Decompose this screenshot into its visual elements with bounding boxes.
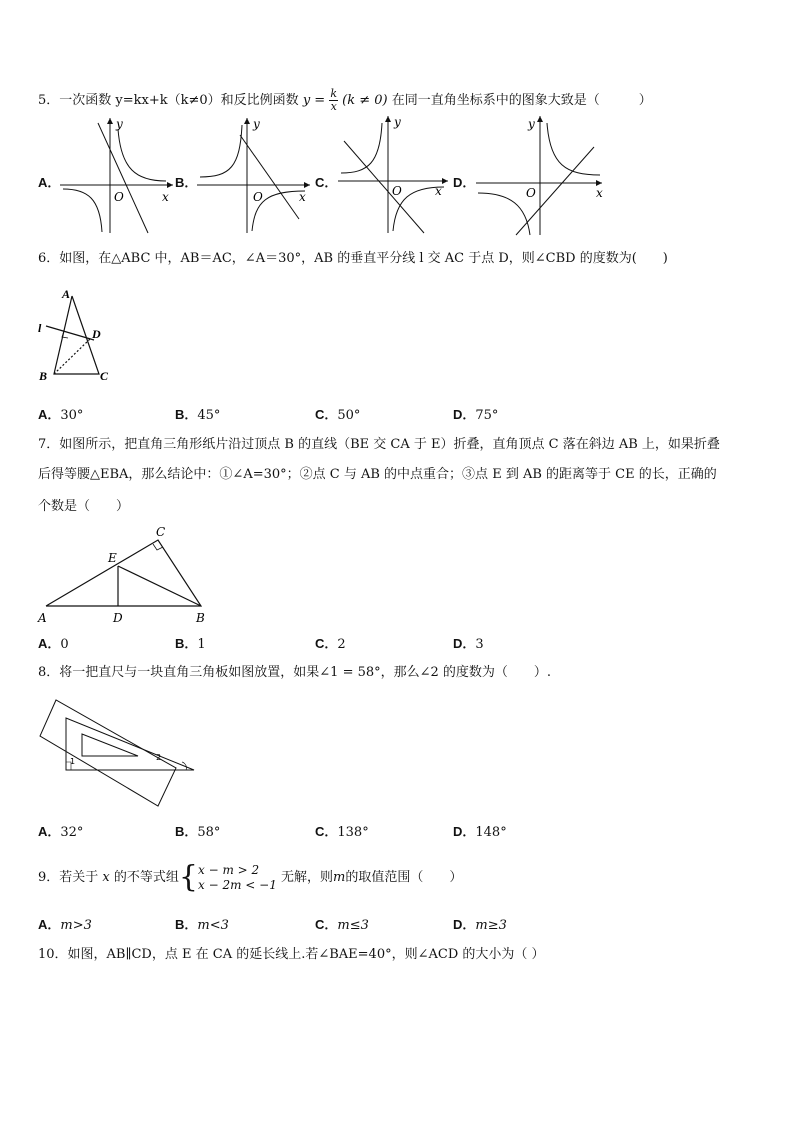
x-label: x [162,190,169,204]
q9-option-d [453,914,507,933]
q5-graph-c [336,113,456,238]
q5-fraction [329,88,338,113]
q7-option-a [38,633,69,652]
option-label: A． [38,824,61,839]
option-value: 3 [475,637,484,652]
q5-option-b-label: B． [175,175,198,190]
q6-figure-triangle [34,286,124,386]
q9-inequality-1: x − m > 2 [198,862,260,877]
angle-2-label: 2 [156,753,162,762]
option-value: m≥3 [475,918,507,933]
q6-option-a [38,404,83,423]
option-label: B． [175,407,198,422]
question-7-line-2: 后得等腰△EBA，那么结论中：①∠A=30°；②点 C 与 AB 的中点重合；③点 E 到 AB 的距离等于 CE 的长，正确的 [38,467,717,482]
q8-option-d [453,821,507,840]
axis-arrows [537,116,602,186]
q5-option-d-label: D． [453,175,476,190]
q9-inequality-system [198,863,277,893]
option-label: D． [453,917,476,932]
q5-eq-y: y [302,93,311,108]
option-value: 148° [475,825,507,840]
hyperbola-branch [200,125,242,177]
linear-function-line [240,135,299,219]
origin-label: O [253,190,263,204]
option-value: m>3 [60,918,92,933]
q5-text-pre: 5．一次函数 y=kx+k（k≠0）和反比例函数 [38,93,299,108]
question-9-stem [38,858,462,898]
option-value: m<3 [197,918,229,933]
q5-option-c-label: C． [315,175,338,190]
question-7-line-1: 7．如图所示，把直角三角形纸片沿过顶点 B 的直线（BE 交 CA 于 E）折叠，直角顶点 C 落在斜边 AB 上，如果折叠 [38,437,720,452]
option-label: D． [453,636,476,651]
y-label: y [116,117,123,131]
q8-option-a [38,821,83,840]
q7-option-c [315,633,346,652]
linear-function-line [344,141,424,233]
q9-text-pre: 9．若关于 [38,870,99,885]
label-c: C [100,369,109,383]
triangle-abc [46,540,201,606]
q8-option-b [175,821,220,840]
hyperbola-branch [341,123,382,173]
q6-option-b [175,404,220,423]
x-label: x [435,184,442,198]
triangle-board-inner [82,734,138,756]
option-label: C． [315,636,338,651]
q5-condition: (k ≠ 0) [342,93,388,108]
option-value: 58° [197,825,221,840]
origin-label: O [392,184,402,198]
q9-text-post1: 无解，则 [281,870,334,885]
label-c: C [156,525,166,539]
option-value: 138° [337,825,369,840]
triangle-board-outer [66,718,194,770]
y-label: y [394,115,401,129]
label-b: B [39,369,48,383]
q5-text-post: 在同一直角坐标系中的图象大致是（ ） [391,93,652,108]
perpendicular-bisector-l [46,326,94,340]
option-value: 0 [60,637,69,652]
linear-function-line [98,123,148,233]
q5-graph-a [58,115,178,235]
option-value: 2 [337,637,346,652]
q5-eq-sign: = [310,93,330,108]
q9-option-c [315,914,369,933]
option-label: B． [175,824,198,839]
option-label: C． [315,407,338,422]
hyperbola-branch [118,129,166,181]
question-6-stem: 6．如图，在△ABC 中，AB＝AC，∠A＝30°，AB 的垂直平分线 l 交 AC 于点 D，则∠CBD 的度数为( ) [38,251,668,266]
option-value: 32° [60,825,84,840]
label-d: D [92,327,101,341]
q9-text-mid: 的不等式组 [113,870,179,885]
label-a: A [62,287,71,301]
label-b: B [196,611,205,625]
q6-option-d [453,404,498,423]
q9-inequality-2: x − 2m < −1 [198,877,277,892]
hyperbola-branch [63,189,102,232]
option-label: D． [453,407,476,422]
q8-figure-ruler-triangle [34,696,204,808]
option-value: 30° [60,408,84,423]
segment-bd [54,338,91,374]
option-value: 75° [475,408,499,423]
q8-option-c [315,821,369,840]
angle-1-label: 1 [70,757,76,766]
label-a: A [38,611,47,625]
q5-option-a-label: A． [38,175,61,190]
y-label: y [253,117,260,131]
q9-option-a [38,914,92,933]
label-l: l [38,321,42,335]
option-label: A． [38,917,61,932]
question-10-stem: 10．如图，AB∥CD，点 E 在 CA 的延长线上.若∠BAE=40°，则∠ACD 的大小为（ ） [38,947,545,962]
x-label: x [596,186,603,200]
q9-option-b [175,914,229,933]
option-label: C． [315,824,338,839]
question-7-line-3: 个数是（ ） [38,499,130,514]
q5-graph-b [195,115,315,235]
option-label: D． [453,824,476,839]
origin-label: O [114,190,124,204]
q7-figure-folded-triangle [36,524,216,626]
question-8-stem: 8．将一把直尺与一块直角三角板如图放置，如果∠1 = 58°，那么∠2 的度数为（ ）. [38,665,552,680]
option-value: 45° [197,408,221,423]
q9-var-m: m [333,870,346,885]
q9-brace: { [178,859,199,895]
q9-text-post2: 的取值范围（ ） [345,870,463,885]
q5-frac-num: k [330,87,338,100]
y-label: y [528,117,535,131]
label-e: E [108,551,117,565]
q9-var-x: x [102,870,110,885]
option-value: 50° [337,408,361,423]
question-5-stem [38,88,652,113]
q6-option-c [315,404,360,423]
option-label: A． [38,407,61,422]
q5-graph-d [474,113,609,238]
q7-option-d [453,633,484,652]
x-label: x [299,190,306,204]
label-d: D [113,611,123,625]
option-value: m≤3 [337,918,369,933]
option-label: B． [175,636,198,651]
q5-frac-den: x [330,100,337,113]
q7-option-b [175,633,206,652]
option-label: C． [315,917,338,932]
origin-label: O [526,186,536,200]
option-label: B． [175,917,198,932]
option-label: A． [38,636,61,651]
option-value: 1 [197,637,206,652]
